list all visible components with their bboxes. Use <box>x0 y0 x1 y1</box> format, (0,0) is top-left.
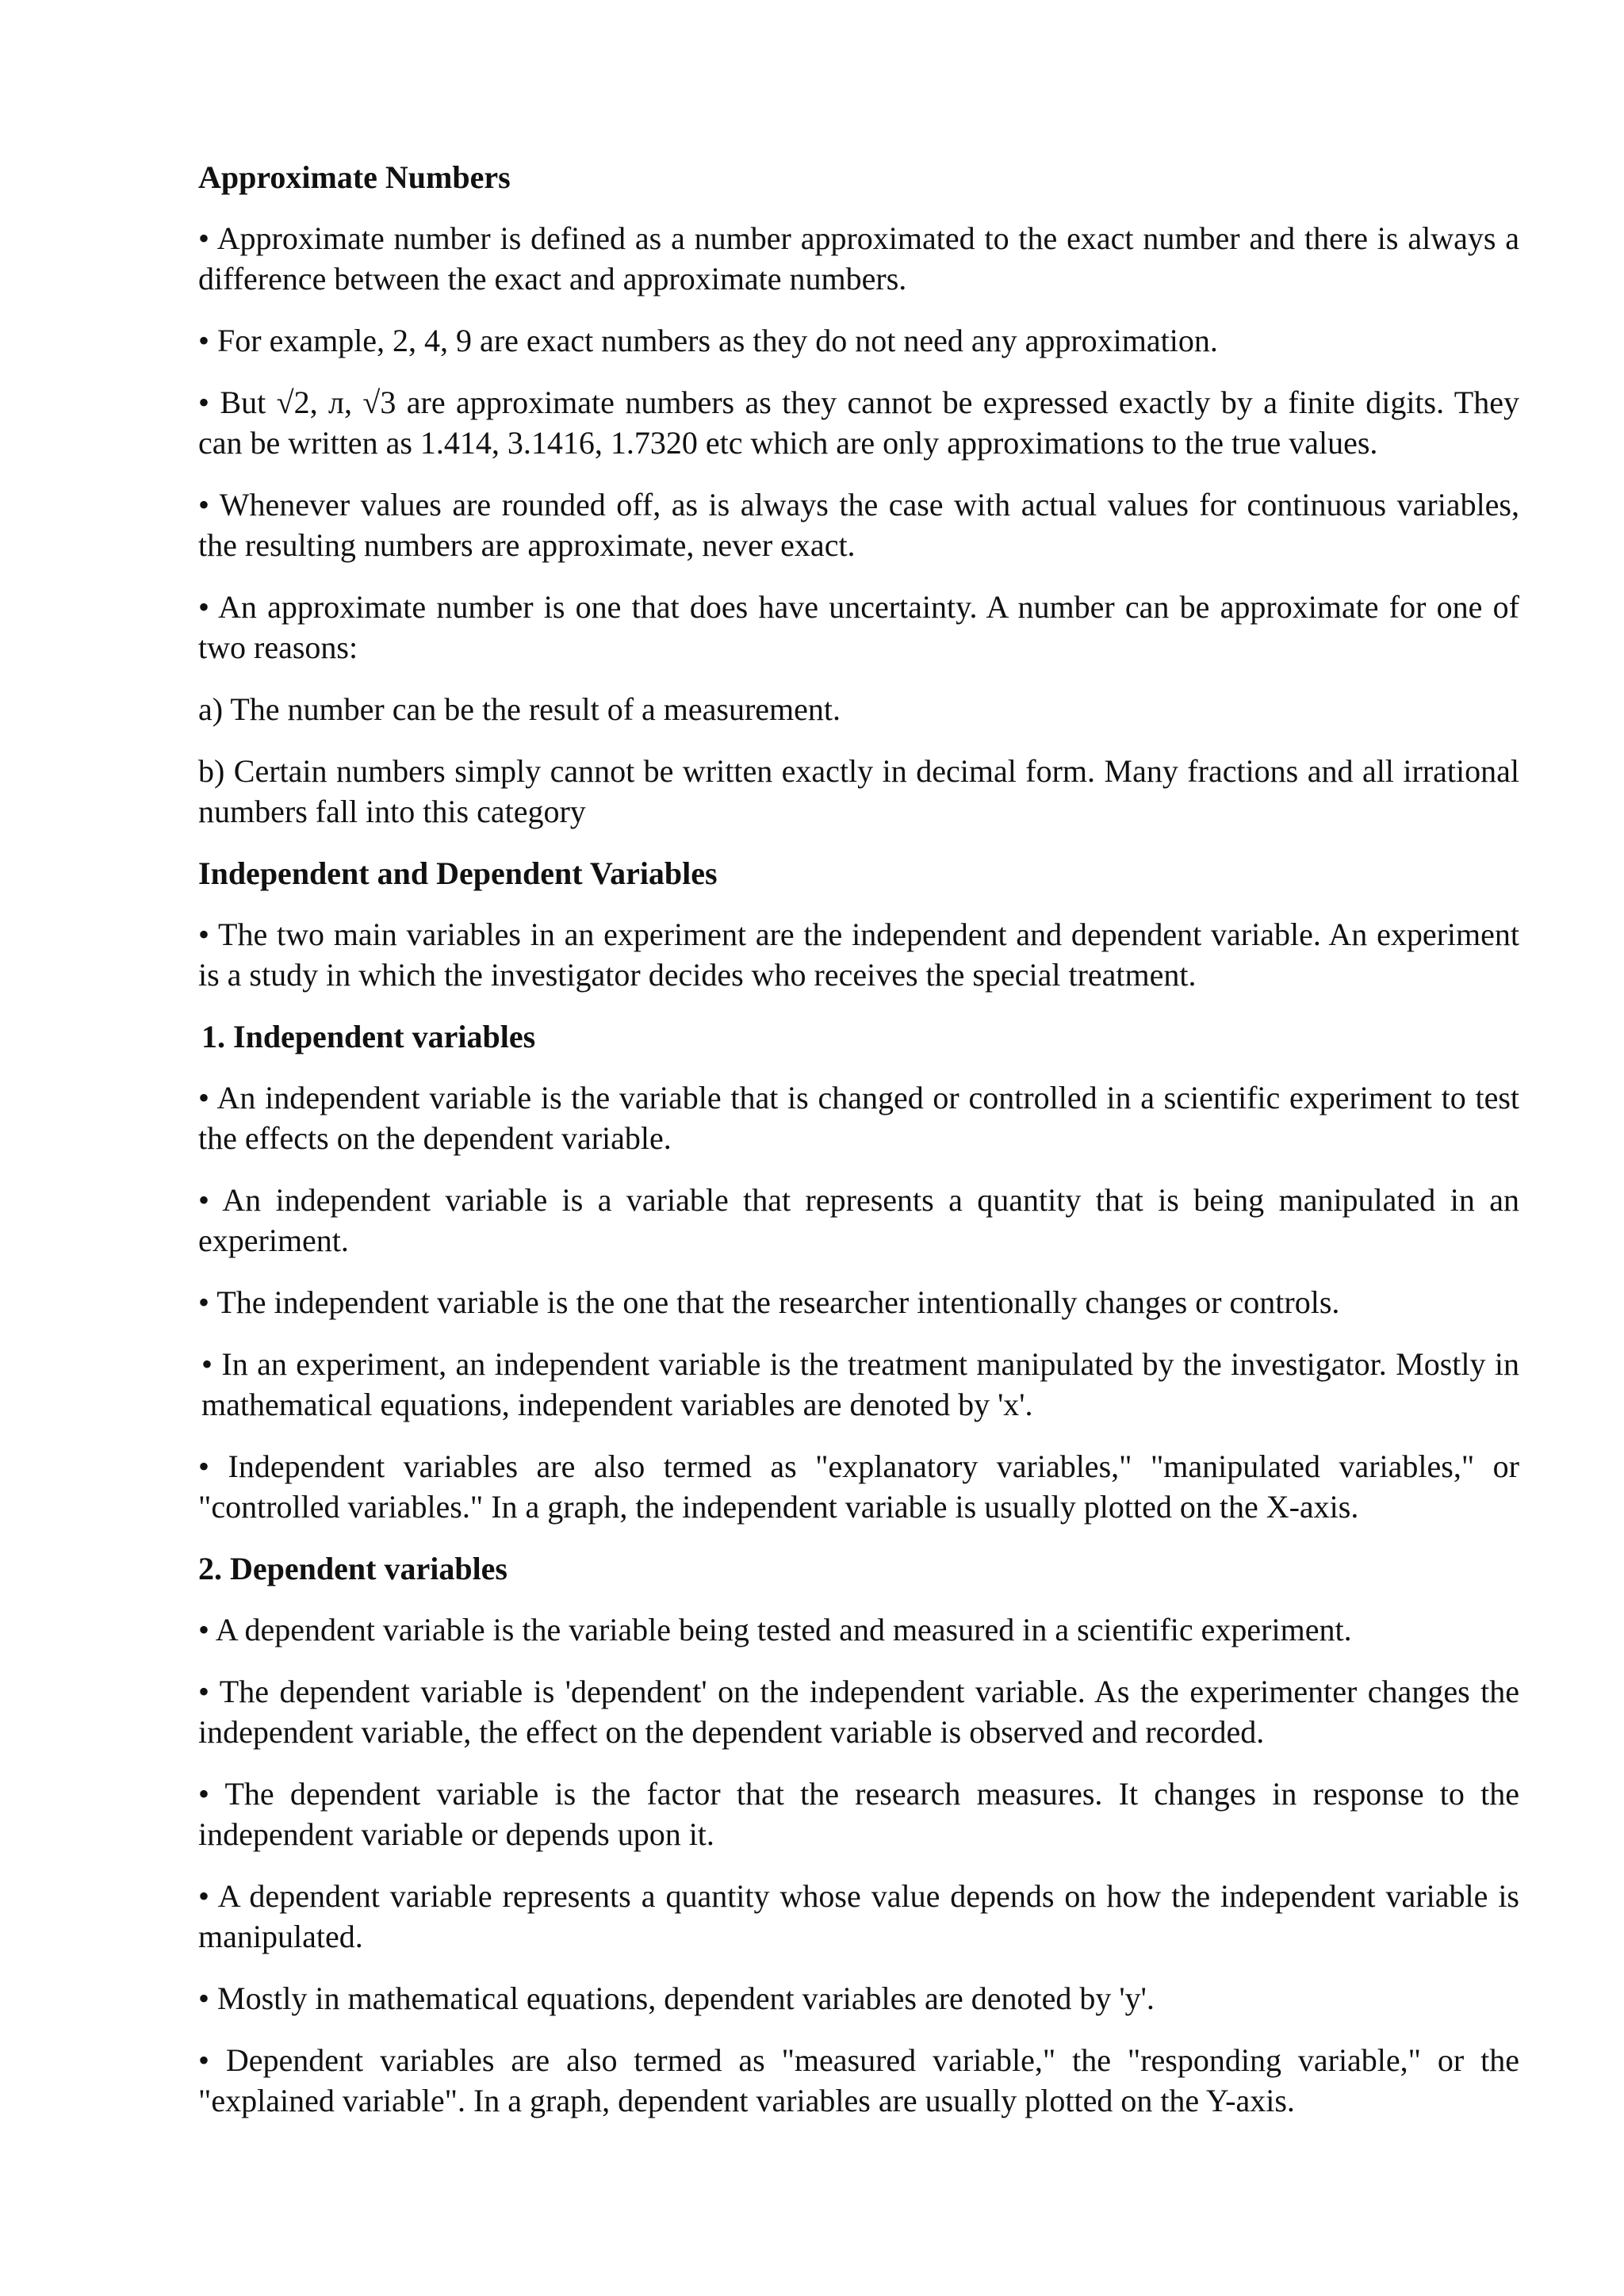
paragraph: • A dependent variable is the variable being tested and measured in a scientific experiment. <box>198 1612 1352 1647</box>
paragraph: • An independent variable is the variable that is changed or controlled in a scientific experiment to test the effects on the dependent variable. <box>198 1080 1519 1156</box>
paragraph: b) Certain numbers simply cannot be written exactly in decimal form. Many fractions and all irrational numbers fall into this category <box>198 753 1519 829</box>
paragraph: • Whenever values are rounded off, as is always the case with actual values for continuous variables, the resulting numbers are approximate, never exact. <box>198 487 1519 563</box>
paragraph: • Mostly in mathematical equations, dependent variables are denoted by 'y'. <box>198 1980 1155 2016</box>
paragraph: • The independent variable is the one that the researcher intentionally changes or controls. <box>198 1284 1340 1320</box>
section-heading-independent-dependent: Independent and Dependent Variables <box>198 855 718 891</box>
document-page <box>198 157 1519 2142</box>
paragraph: • The dependent variable is 'dependent' on the independent variable. As the experimenter changes the independent variable, the effect on the dependent variable is observed and recorded. <box>198 1674 1519 1750</box>
section-heading-approximate-numbers: Approximate Numbers <box>198 159 511 195</box>
paragraph: • Approximate number is defined as a number approximated to the exact number and there is always a difference between the exact and approximate numbers. <box>198 220 1519 297</box>
paragraph: • Independent variables are also termed as "explanatory variables," "manipulated variables," or "controlled variables." In a graph, the independent variable is usually plotted on the X-axis. <box>198 1448 1519 1525</box>
paragraph: a) The number can be the result of a measurement. <box>198 691 841 727</box>
paragraph: • An approximate number is one that does have uncertainty. A number can be approximate for one of two reasons: <box>198 589 1519 665</box>
paragraph: • The dependent variable is the factor that the research measures. It changes in response to the independent variable or depends upon it. <box>198 1776 1519 1852</box>
paragraph: • The two main variables in an experiment are the independent and dependent variable. An experiment is a study in which the investigator decides who receives the special treatment. <box>198 916 1519 993</box>
paragraph: • A dependent variable represents a quantity whose value depends on how the independent variable is manipulated. <box>198 1878 1519 1954</box>
paragraph: • In an experiment, an independent variable is the treatment manipulated by the investigator. Mostly in mathematical equations, independent variables are denoted by 'x'. <box>201 1346 1519 1422</box>
paragraph: • For example, 2, 4, 9 are exact numbers as they do not need any approximation. <box>198 323 1218 358</box>
paragraph: • But √2, л, √3 are approximate numbers as they cannot be expressed exactly by a finite digits. They can be written as 1.414, 3.1416, 1.7320 etc which are only approximations to the true values. <box>198 385 1519 461</box>
paragraph: • Dependent variables are also termed as "measured variable," the "responding variable," or the "explained variable". In a graph, dependent variables are usually plotted on the Y-axis. <box>198 2042 1519 2118</box>
paragraph: • An independent variable is a variable that represents a quantity that is being manipulated in an experiment. <box>198 1182 1519 1258</box>
section-heading-dependent-variables: 2. Dependent variables <box>198 1551 508 1586</box>
section-heading-independent-variables: 1. Independent variables <box>201 1019 536 1054</box>
